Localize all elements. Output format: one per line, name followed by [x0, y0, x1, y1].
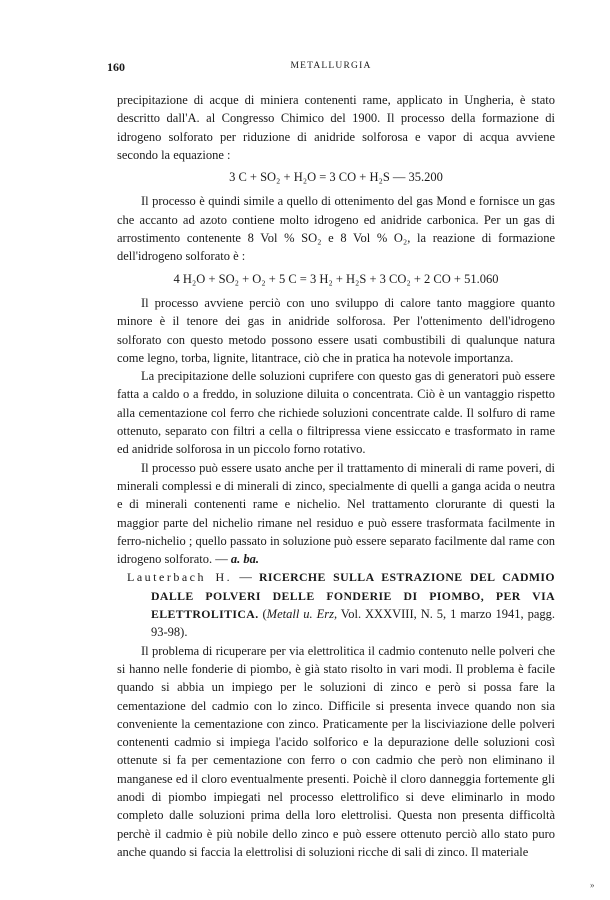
article-author: Lauterbach H.: [127, 570, 233, 585]
paragraph: La precipitazione delle soluzioni cuprifere con questo gas di generatori può essere fatta a caldo o a freddo, in soluzione diluita o concentrata. Ciò è un vantaggio rispetto alla cementazione col ferro che richiede soluzioni concentrate calde. Il solfuro di rame ottenuto, separato con filtri a cella o filtripressa viene essiccato e trasformato in rame ed anidride solforosa in un piccolo forno rotativo.: [117, 369, 555, 457]
scan-mark: »: [590, 880, 595, 890]
title-dash: —: [232, 570, 259, 585]
running-title: METALLURGIA: [290, 61, 372, 71]
paragraph-text: Il processo può essere usato anche per il trattamento di minerali di rame poveri, di minerali complessi e di minerali di zinco, specialmente di quelli a ganga acida o neutra e di minerali contenenti rame e nichelio. Nel trattamento clorurante di questi la maggior parte del nichelio rimane nel residuo e può essere trasformata facilmente in ferro-nichelio ; quello passato in soluzione può essere separato facilmente dal rame con idrogeno solforato. —: [117, 460, 555, 567]
paragraph: precipitazione di acque di miniera contenenti rame, applicato in Ungheria, è stato descritto dall'A. al Congresso Chimico del 1900. Il processo della formazione di idrogeno solforato per riduzione di anidride solforosa e vapor di acqua avviene secondo la equazione :: [117, 93, 555, 162]
author-signature: a. ba.: [230, 552, 259, 567]
paragraph: Il problema di ricuperare per via elettrolitica il cadmio contenuto nelle polveri che si hanno nelle fonderie di piombo, è già stato risolto in vari modi. Il problema è facile quando si abbia un impiego per le soluzioni di zinco e però si possa fare la cementazione del cadmio con lo zinco. Difficile si presenta invece quando non sia conveniente la cementazione con zinco. Praticamente per la lisciviazione delle polveri contenenti cadmio si impiega l'acido solforico e la depurazione delle soluzioni così ottenute si fa per cementazione con ferro o con cadmio che però non eliminano il manganese ed il cloro eventualmente presenti. Poichè il cloro danneggia fortemente gli anodi di piombo impiegati nel processo elettrolifico si deve eliminarlo in modo completo dalle soluzioni prima della loro elettrolisi. Questa non presenta difficoltà perchè il cadmio è più nobile dello zinco e può essere ottenuto perciò allo stato puro anche quando si faccia la elettrolisi di soluzioni ricche di sali di zinco. Il materiale: [117, 643, 555, 859]
page-number: 160: [107, 60, 125, 74]
page-header: [107, 60, 555, 74]
citation: Vol. XXXVIII, N. 5, 1 marzo 1941, pagg. 93-98).: [151, 607, 555, 640]
paragraph: [117, 459, 555, 569]
page-body: [117, 91, 555, 861]
article-title: RICERCHE SULLA ESTRAZIONE DEL CADMIO DALLE POLVERI DELLE FONDERIE DI PIOMBO, PER VIA ELETTROLITICA.: [151, 570, 555, 622]
paragraph: Il processo è quindi simile a quello di ottenimento del gas Mond e fornisce un gas che accanto ad azoto contiene molto idrogeno ed anidride carbonica. Per un gas di arrostimento contenente 8 Vol % SO₂ e 8 Vol % O₂, la reazione di formazione dell'idrogeno solforato è :: [117, 194, 555, 264]
article-title-block: Lauterbach H. — RICERCHE SULLA ESTRAZIONE DEL CADMIO DALLE POLVERI DELLE FONDERIE DI PIOMBO, PER VIA ELETTROLITICA. (Metall u. Erz, Vol. XXXVIII, N. 5, 1 marzo 1941, pagg. 93-98).: [127, 570, 555, 640]
equation: 3 C + SO₂ + H₂O = 3 CO + H₂S — 35.200: [229, 170, 443, 185]
equation: 4 H₂O + SO₂ + O₂ + 5 C = 3 H₂ + H₂S + 3 CO₂ + 2 CO + 51.060: [173, 271, 499, 286]
paragraph: Il processo avviene perciò con uno sviluppo di calore tanto maggiore quanto minore è il tenore dei gas in anidride solforosa. Per l'ottenimento dell'idrogeno solforato con questo metodo possono essere usati combustibili di qualunque natura come legno, torba, lignite, litantrace, ciò che in pratica ha notevole importanza.: [117, 295, 555, 365]
journal-name: Metall u. Erz,: [266, 607, 338, 622]
